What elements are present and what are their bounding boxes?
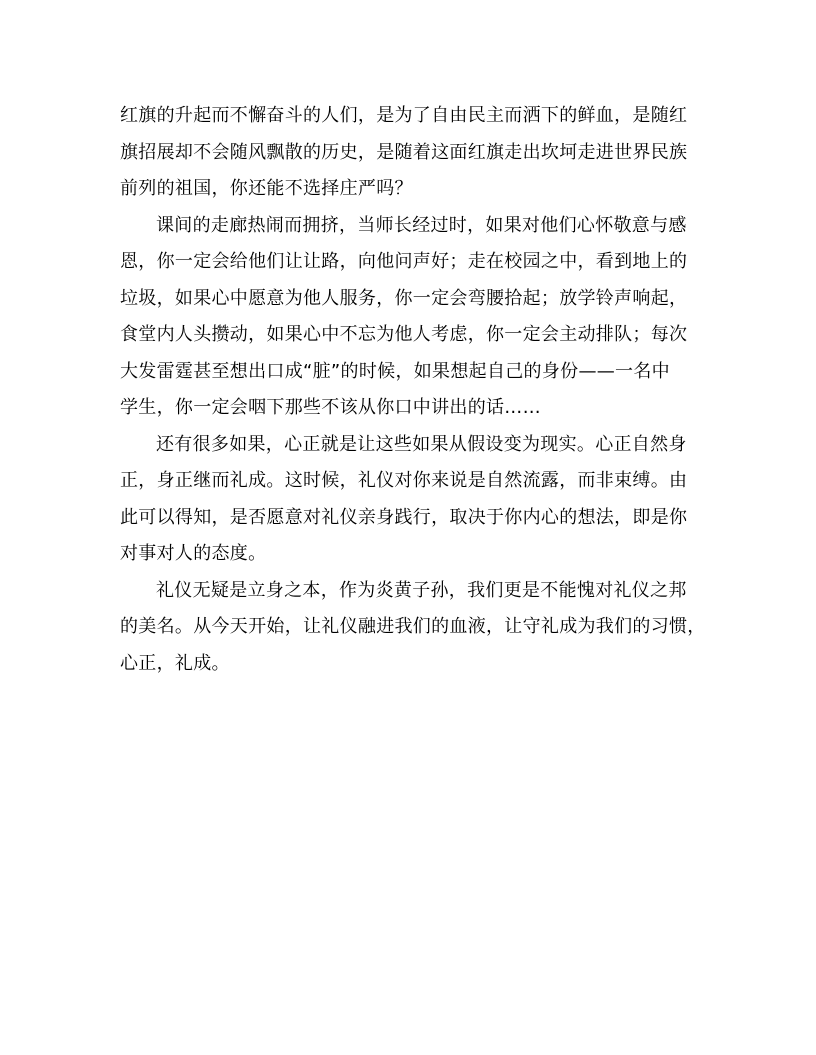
text-line: 此可以得知，是否愿意对礼仪亲身践行，取决于你内心的想法，即是你 <box>120 506 688 528</box>
text-line: 的美名。从今天开始，让礼仪融进我们的血液，让守礼成为我们的习惯， <box>120 616 706 637</box>
paragraph-4 <box>120 573 706 683</box>
paragraph-1 <box>120 98 700 208</box>
text-line: 对事对人的态度。 <box>120 543 267 564</box>
document-page <box>120 98 706 682</box>
text-line: 旗招展却不会随风飘散的历史，是随着这面红旗走出坎坷走进世界民族 <box>120 141 688 163</box>
text-line: 还有很多如果，心正就是让这些如果从假设变为现实。心正自然身 <box>156 433 687 455</box>
text-line: 大发雷霆甚至想出口成“脏”的时候，如果想起自己的身份——一名中 <box>120 360 670 382</box>
paragraph-3 <box>120 427 700 573</box>
text-line: 正，身正继而礼成。这时候，礼仪对你来说是自然流露，而非束缚。由 <box>120 470 688 491</box>
text-line: 礼仪无疑是立身之本，作为炎黄子孙，我们更是不能愧对礼仪之邦 <box>156 579 687 601</box>
text-line: 恩，你一定会给他们让让路，向他问声好；走在校园之中，看到地上的 <box>120 251 688 272</box>
text-line: 课间的走廊热闹而拥挤，当师长经过时，如果对他们心怀敬意与感 <box>156 214 687 236</box>
text-line: 前列的祖国，你还能不选择庄严吗？ <box>120 178 413 199</box>
text-line: 心正，礼成。 <box>120 652 230 674</box>
text-line: 垃圾，如果心中愿意为他人服务，你一定会弯腰拾起；放学铃声响起， <box>120 287 688 309</box>
text-line: 学生，你一定会咽下那些不该从你口中讲出的话…… <box>120 397 541 418</box>
text-line: 红旗的升起而不懈奋斗的人们，是为了自由民主而洒下的鲜血，是随红 <box>120 105 688 126</box>
text-line: 食堂内人头攒动，如果心中不忘为他人考虑，你一定会主动排队；每次 <box>120 324 688 345</box>
paragraph-2 <box>120 208 700 427</box>
